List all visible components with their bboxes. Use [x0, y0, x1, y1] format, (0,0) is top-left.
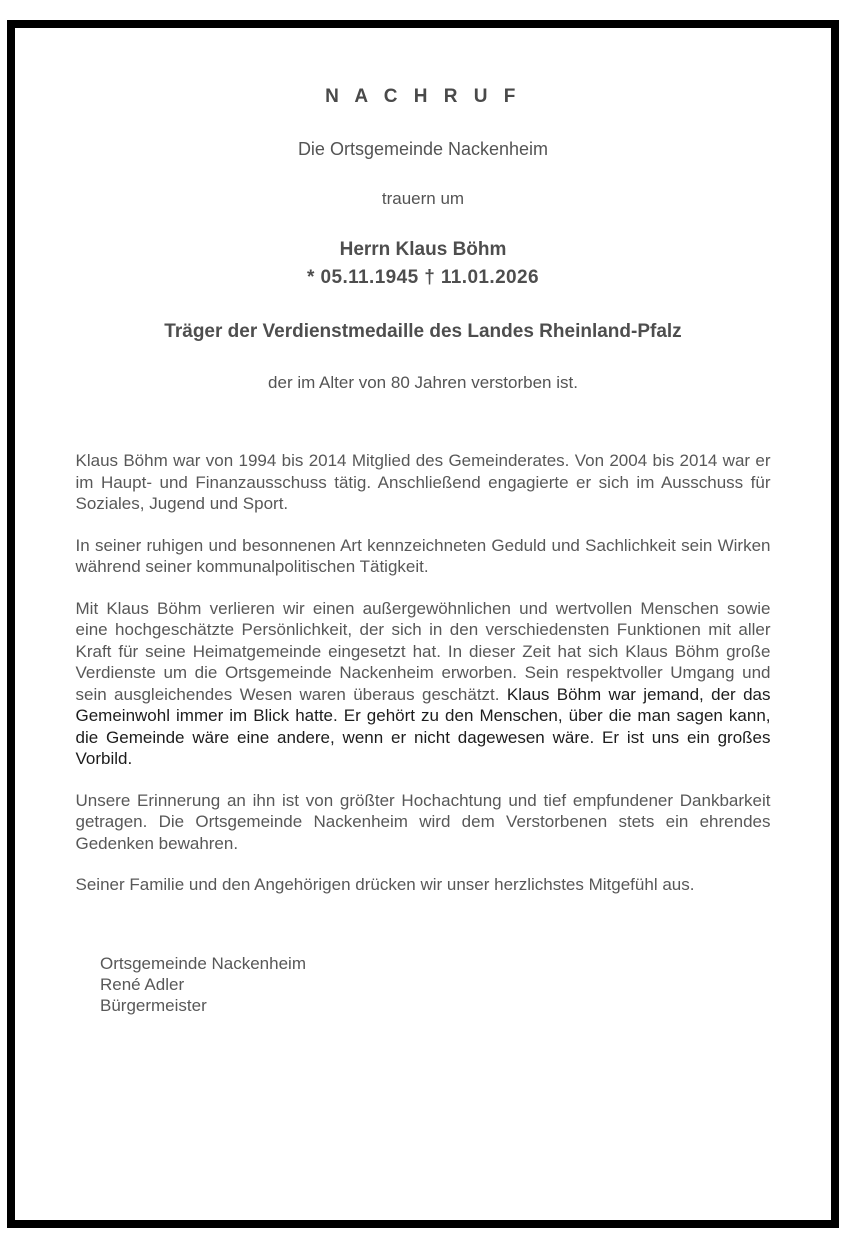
signature-block — [15, 896, 831, 1016]
body-paragraph-3-emphasis: Klaus Böhm war jemand, der das Gemeinwohl immer im Blick hatte. Er gehört zu den Menschen, über die man sagen kann, die Gemeinde wäre eine andere, wenn er nicht dagewesen wäre. Er ist uns ein großes Vorbild. — [75, 684, 771, 769]
signature-person-name: René Adler — [100, 974, 185, 994]
honour-award-line: Träger der Verdienstmedaille des Landes Rheinland-Pfalz — [164, 320, 682, 342]
obituary-masthead — [15, 28, 831, 394]
obituary-body — [76, 394, 771, 896]
page-title: N A C H R U F — [325, 86, 521, 107]
signature-organisation: Ortsgemeinde Nackenheim — [100, 953, 306, 973]
deceased-name: Herrn Klaus Böhm — [339, 239, 507, 261]
signature-role: Bürgermeister — [100, 995, 207, 1015]
age-at-death-line: der im Alter von 80 Jahren verstorben ist. — [268, 373, 578, 393]
body-paragraph-5: Seiner Familie und den Angehörigen drücken wir unser herzlichstes Mitgefühl aus. — [75, 875, 695, 895]
document-page-content — [15, 28, 831, 1220]
municipality-line: Die Ortsgemeinde Nackenheim — [297, 138, 549, 159]
document-page-frame — [7, 20, 839, 1228]
body-paragraph-4: Unsere Erinnerung an ihn ist von größter Hochachtung und tief empfundener Dankbarkeit getragen. Die Ortsgemeinde Nackenheim wird dem Verstorbenen stets ein ehrendes Gedenken bewahren. — [75, 790, 771, 853]
deceased-life-dates: * 05.11.1945 † 11.01.2026 — [307, 266, 539, 288]
mourning-verb-line: trauern um — [381, 189, 465, 209]
body-paragraph-1: Klaus Böhm war von 1994 bis 2014 Mitglied des Gemeinderates. Von 2004 bis 2014 war er im Haupt- und Finanzausschuss tätig. Anschließend engagierte er sich im Ausschuss für Soziales, Jugend und Sport. — [75, 451, 771, 514]
body-paragraph-2: In seiner ruhigen und besonnenen Art kennzeichneten Geduld und Sachlichkeit sein Wirken während seiner kommunalpolitischen Tätigkeit. — [75, 535, 771, 577]
body-paragraph-3-lead: Mit Klaus Böhm verlieren wir einen außergewöhnlichen und wertvollen Menschen sowie eine hochgeschätzte Persönlichkeit, der sich in den verschiedensten Funktionen mit aller Kraft für seine Heimatgemeinde eingesetzt hat. In dieser Zeit hat sich Klaus Böhm große Verdienste um die Ortsgemeinde Nackenheim erworben. Sein respektvoller Umgang und sein ausgleichendes Wesen waren überaus geschätzt. — [75, 598, 771, 704]
body-paragraph-3 — [76, 598, 771, 770]
